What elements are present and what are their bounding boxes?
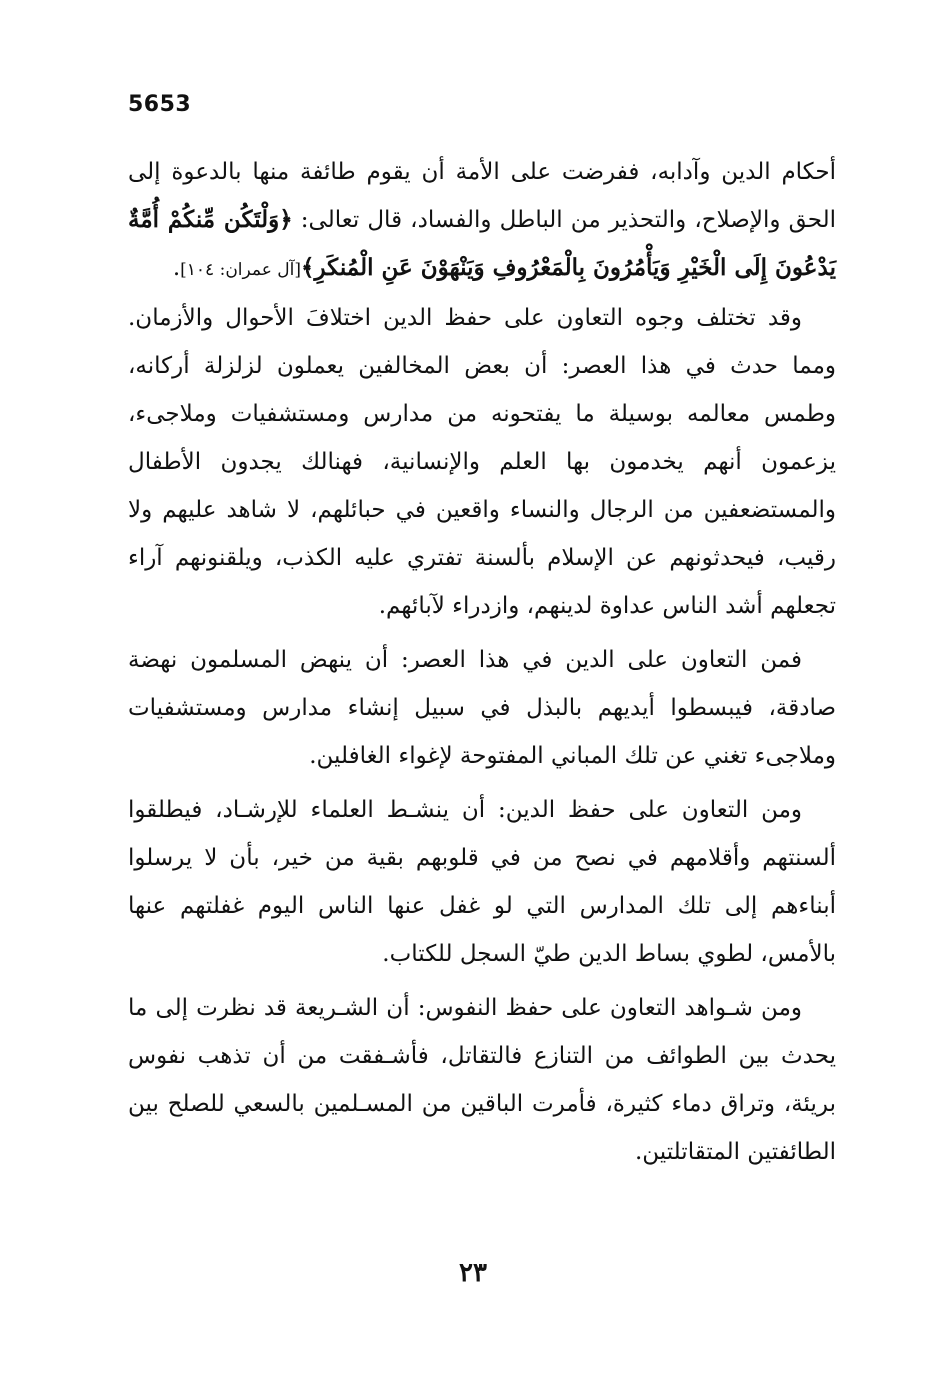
page-id-label: 5653 <box>128 92 192 117</box>
paragraph-5: ومن شـواهد التعاون على حفظ النفوس: أن الشـريعة قد نظرت إلى ما يحدث بين الطوائف من التنازع فالتقاتل، فأشـفقت من أن تذهب نفوس بريئة، وتراق دماء كثيرة، فأمرت الباقين من المسـلمين بالسعي للصلح بين الطائفتين المتقاتلتين. <box>128 995 836 1165</box>
paragraph-1-intro: أحكام الدين وآدابه، ففرضت على الأمة أن يقوم طائفة منها بالدعوة إلى الحق والإصلاح، والتحذير من الباطل والفساد، قال تعالى: <box>128 159 836 233</box>
paragraph-2: وقد تختلف وجوه التعاون على حفظ الدين اختلافَ الأحوال والأزمان. ومما حدث في هذا العصر: أن بعض المخالفين يعملون لزلزلة أركانه، وطمس معالمه بوسيلة ما يفتحونه من مدارس ومستشفيات وملاجىء، يزعمون أنهم يخدمون بها العلم والإنسانية، فهنالك يجدون الأطفال والمستضعفين من الرجال والنساء واقعين في حبائلهم، لا شاهد عليهم ولا رقيب، فيحدثونهم عن الإسلام بألسنة تفتري عليه الكذب، ويلقنونهم آراء تجعلهم أشد الناس عداوة لدينهم، وازدراء لآبائهم. <box>128 305 836 619</box>
paragraph-3: فمن التعاون على الدين في هذا العصر: أن ينهض المسلمون نهضة صادقة، فيبسطوا أيديهم بالبذل في سبيل إنشاء مدارس ومستشفيات وملاجىء تغني عن تلك المباني المفتوحة لإغواء الغافلين. <box>128 647 836 769</box>
paragraph-4: ومن التعاون على حفظ الدين: أن ينشـط العلماء للإرشـاد، فيطلقوا ألسنتهم وأقلامهم في نصح من في قلوبهم بقية من خير، بأن لا يرسلوا أبناءهم إلى تلك المدارس التي لو غفل عنها الناس اليوم غفلتهم عنها بالأمس، لطوي بساط الدين طيّ السجل للكتاب. <box>128 797 836 967</box>
paragraph-1 <box>128 148 836 294</box>
paragraph-1-end: . <box>172 255 181 281</box>
body-text <box>128 148 836 1176</box>
quran-verse: ﴿وَلْتَكُن مِّنكُمْ أُمَّةٌ يَدْعُونَ إِلَى الْخَيْرِ وَيَأْمُرُونَ بِالْمَعْرُوفِ وَيَنْهَوْنَ عَنِ الْمُنكَرِ﴾ <box>128 206 836 281</box>
page-number: ٢٣ <box>459 1258 487 1288</box>
verse-reference: [آل عمران: ١٠٤] <box>180 260 301 280</box>
